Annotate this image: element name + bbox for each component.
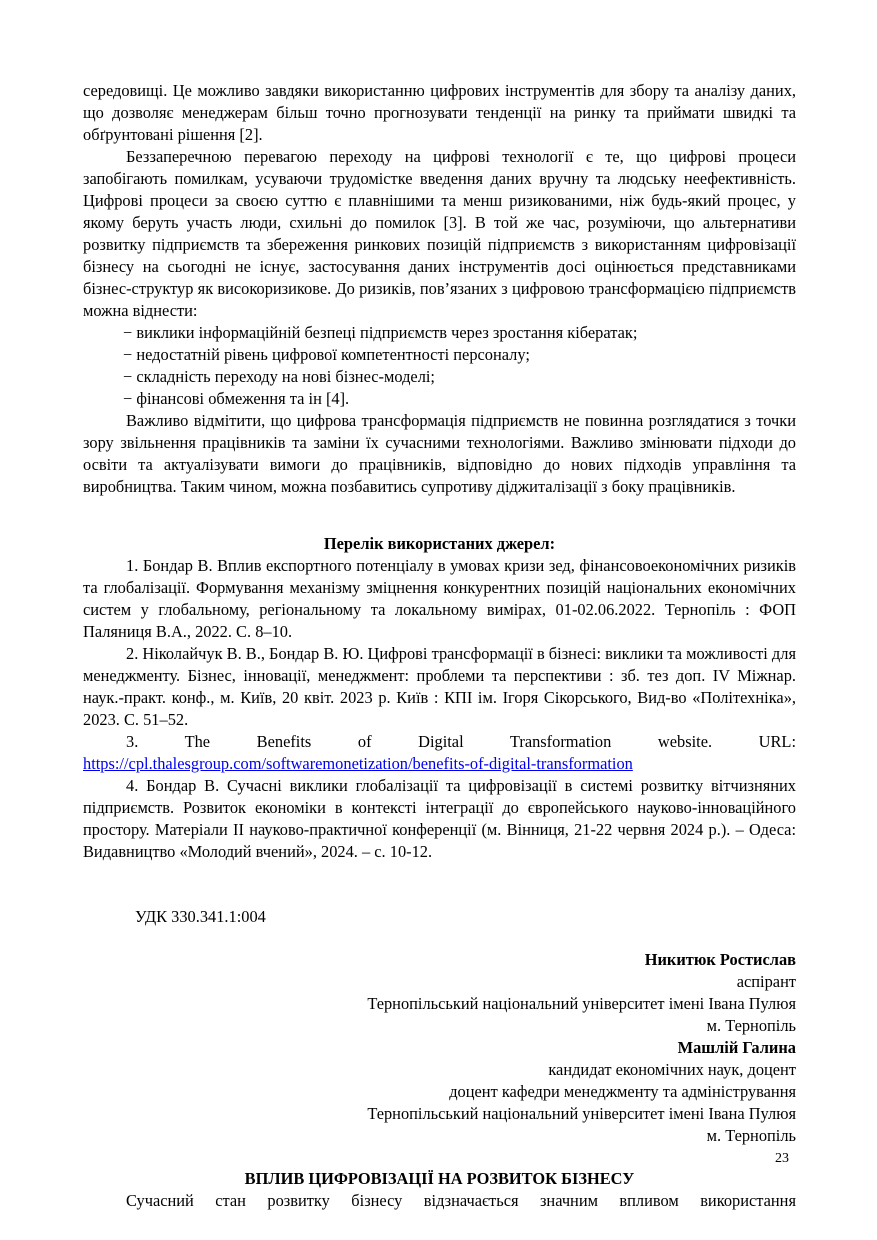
article-title: ВПЛИВ ЦИФРОВІЗАЦІЇ НА РОЗВИТОК БІЗНЕСУ	[244, 1169, 635, 1188]
author-block	[83, 1037, 796, 1147]
author-name: Машлій Галина	[677, 1038, 796, 1057]
udk-code: УДК 330.341.1:004	[135, 907, 266, 926]
author-university: Тернопільський національний університет імені Івана Пулюя	[367, 994, 796, 1013]
author-city: м. Тернопіль	[706, 1126, 796, 1145]
references-title: Перелік використаних джерел:	[323, 534, 556, 553]
reference-item: 1. Бондар В. Вплив експортного потенціалу в умовах кризи зед, фінансовоекономічних ризиків та глобалізації. Формування механізму зміцнення конкурентних позицій національних економічних систем у глобальному, регіональному та локальному вимірах, 01-02.06.2022. Тернопіль : ФОП Паляниця В.А., 2022. С. 8–10.	[83, 556, 796, 641]
author-university: Тернопільський національний університет імені Івана Пулюя	[367, 1104, 796, 1123]
list-item: − фінансові обмеження та ін [4].	[123, 389, 350, 408]
list-item: − недостатній рівень цифрової компетентності персоналу;	[123, 345, 530, 364]
article-first-line: Сучасний стан розвитку бізнесу відзначається значним впливом використання	[126, 1191, 796, 1210]
author-city: м. Тернопіль	[706, 1016, 796, 1035]
risks-list	[83, 322, 796, 410]
reference-item: 3. The Benefits of Digital Transformation website. URL:	[126, 732, 796, 751]
paragraph-advantages: Беззаперечною перевагою переходу на цифрові технології є те, що цифрові процеси запобігають помилкам, усуваючи трудомістке введення даних вручну та людську неефективність. Цифрові процеси за своєю суттю є плавнішими та менш ризикованими, ніж будь-який процес, у якому беруть участь люди, схильні до помилок [3]. В той же час, розуміючи, що альтернативи розвитку підприємств та збереження ринкових позицій підприємств з використанням цифровізації бізнесу на сьогодні не існує, застосування даних інструментів досі оцінюється представниками бізнес-структур як високоризикове. До ризиків, пов’язаних з цифровою трансформацією підприємств можна віднести:	[83, 147, 796, 320]
reference-link[interactable]: https://cpl.thalesgroup.com/softwaremonetization/benefits-of-digital-transformation	[83, 754, 633, 773]
list-item: − складність переходу на нові бізнес-моделі;	[123, 367, 435, 386]
reference-item: 2. Ніколайчук В. В., Бондар В. Ю. Цифрові трансформації в бізнесі: виклики та можливості для менеджменту. Бізнес, інновації, менеджмент: проблеми та перспективи : зб. тез доп. IV Міжнар. наук.-практ. конф., м. Київ, 20 квіт. 2023 р. Київ : КПІ ім. Ігоря Сікорського, Вид-во «Політехніка», 2023. С. 51–52.	[83, 644, 796, 729]
author-name: Никитюк Ростислав	[644, 950, 796, 969]
author-position: аспірант	[736, 972, 796, 991]
paragraph-continuation: середовищі. Це можливо завдяки використанню цифрових інструментів для збору та аналізу даних, що дозволяє менеджерам більш точно прогнозувати тенденції на ринку та приймати швидкі та обґрунтовані рішення [2].	[83, 81, 796, 144]
reference-item: 4. Бондар В. Сучасні виклики глобалізації та цифровізації в системі розвитку вітчизняних підприємств. Розвиток економіки в контексті інтеграції до європейського науково-інноваційного простору. Матеріали ІІ науково-практичної конференції (м. Вінниця, 21-22 червня 2024 р.). – Одеса: Видавництво «Молодий вчений», 2024. – с. 10-12.	[83, 776, 796, 861]
document-page	[83, 80, 796, 1212]
author-degree: кандидат економічних наук, доцент	[548, 1060, 796, 1079]
page-number: 23	[775, 1151, 789, 1166]
author-block	[83, 949, 796, 1037]
author-position: доцент кафедри менеджменту та адміністрування	[449, 1082, 796, 1101]
paragraph-conclusion: Важливо відмітити, що цифрова трансформація підприємств не повинна розглядатися з точки зору звільнення працівників та заміни їх сучасними технологіями. Важливо змінювати підходи до освіти та актуалізувати вимоги до працівників, відповідно до нових підходів управління та виробництва. Таким чином, можна позбавитись супротиву діджиталізації з боку працівників.	[83, 411, 796, 496]
list-item: − виклики інформаційній безпеці підприємств через зростання кібератак;	[123, 323, 638, 342]
